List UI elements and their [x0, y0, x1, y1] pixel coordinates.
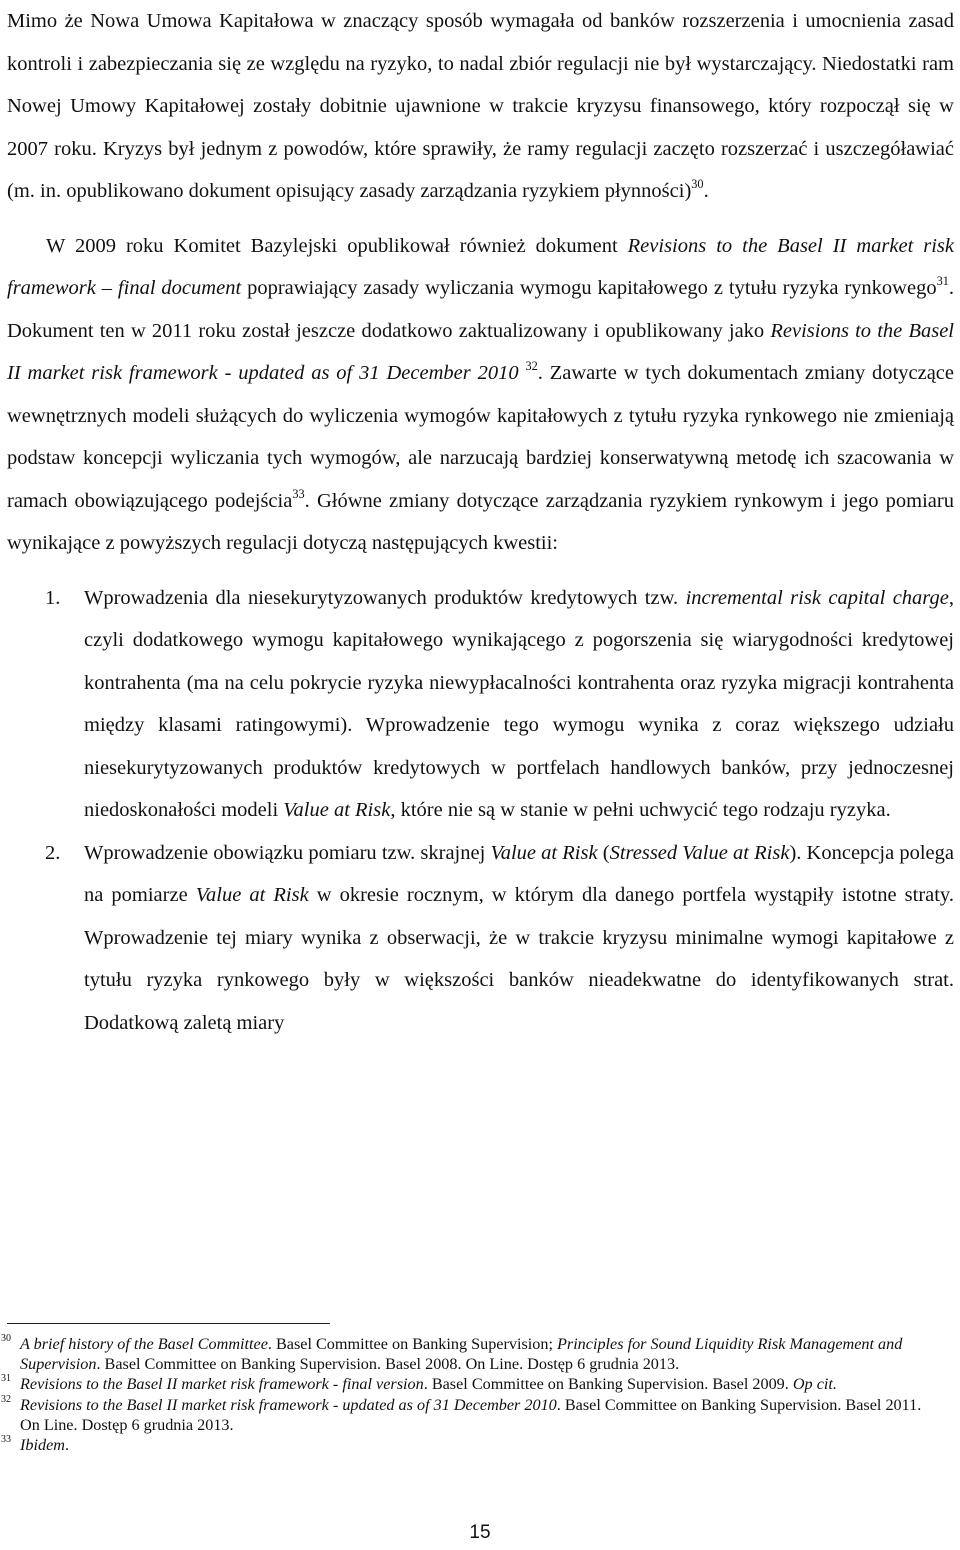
- footnote-text: [20, 1335, 902, 1373]
- footnote-mark: 33: [1, 1434, 11, 1446]
- italic-text: Stressed Value at Risk: [609, 841, 790, 864]
- list-item-text: [84, 842, 954, 1034]
- italic-text: Ibidem: [20, 1436, 65, 1455]
- text-run: , czyli dodatkowego wymogu kapitałowego wynikającego z pogorszenia się wiarygodności kredytowej kontrahenta (ma na celu pokrycie ryzyka niewypłacalności kontrahenta oraz ryzyka migracji kontrahenta między klasami ratingowymi). Wprowadzenie tego wymogu wynika z coraz większego udziału niesekurytyzowanych produktów kredytowych w portfelach handlowych banków, przy jednoczesnej niedoskonałości modeli: [84, 586, 954, 821]
- italic-text: Value at Risk: [490, 841, 598, 864]
- italic-text: Revisions to the Basel II market risk framework – final document: [7, 234, 954, 299]
- list-item: [7, 577, 954, 832]
- text-run: . Główne zmiany dotyczące zarządzania ryzykiem rynkowym i jego pomiaru wynikające z powyższych regulacji dotyczą następujących kwestii:: [7, 489, 954, 554]
- paragraph-2: [7, 225, 954, 565]
- list-item-number: 1.: [45, 586, 61, 609]
- italic-text: Op cit.: [792, 1375, 837, 1394]
- footnote-text: [20, 1436, 69, 1454]
- text-run: . Zawarte w tych dokumentach zmiany dotyczące wewnętrznych modeli służących do wyliczenia wymogów kapitałowych z tytułu ryzyka rynkowego nie zmieniają podstaw koncepcji wyliczania tych wymogów, ale narzucają bardziej konserwatywną metodę ich szacowania w ramach obowiązującego podejścia: [7, 362, 954, 512]
- footnote-reference: 30: [691, 176, 704, 191]
- footnote-text: [20, 1375, 837, 1393]
- footnote-text: [20, 1396, 921, 1434]
- list-item-text: [84, 587, 954, 822]
- footnote: [1, 1333, 942, 1374]
- footnote-reference: 33: [292, 486, 305, 501]
- text-run: . Basel Committee on Banking Supervision. Basel 2011. On Line. Dostęp 6 grudnia 2013.: [20, 1395, 922, 1434]
- italic-text: Value at Risk: [283, 799, 391, 821]
- italic-text: Revisions to the Basel II market risk framework - final version: [20, 1375, 424, 1394]
- text-run: (: [597, 841, 610, 864]
- italic-text: incremental risk capital charge: [685, 586, 949, 609]
- text-run: .: [64, 1436, 69, 1455]
- footnote: [1, 1373, 942, 1394]
- text-run: . Basel Committee on Banking Supervision. Basel 2008. On Line. Dostęp 6 grudnia 2013.: [96, 1355, 680, 1374]
- text-run: . Dokument ten w 2011 roku został jeszcze dodatkowo zaktualizowany i opublikowany jako: [7, 277, 954, 342]
- footnote-reference: 31: [936, 273, 949, 288]
- footnote-divider: [7, 1323, 330, 1324]
- text-run: Wprowadzenia dla niesekurytyzowanych produktów kredytowych tzw.: [84, 586, 686, 609]
- text-run: w okresie rocznym, w którym dla danego portfela wystąpiły istotne straty. Wprowadzenie tej miary wynika z obserwacji, że w trakcie kryzysu minimalne wymogi kapitałowe z tytułu ryzyka rynkowego były w większości banków nieadekwatne do identyfikowanych strat. Dodatkową zaletą miary: [84, 884, 954, 1034]
- text-run: poprawiający zasady wyliczania wymogu kapitałowego z tytułu ryzyka rynkowego: [241, 277, 937, 299]
- text-run: Mimo że Nowa Umowa Kapitałowa w znaczący sposób wymagała od banków rozszerzenia i umocnienia zasad kontroli i zabezpieczania się ze względu na ryzyko, to nadal zbiór regulacji nie był wystarczający. Niedostatki ram Nowej Umowy Kapitałowej zostały dobitnie ujawnione w trakcie kryzysu finansowego, który rozpoczął się w 2007 roku. Kryzys był jednym z powodów, które sprawiły, że ramy regulacji zaczęto rozszerzać i uszczegóławiać (m. in. opublikowano dokument opisujący zasady zarządzania ryzykiem płynności): [7, 10, 954, 202]
- list-item: [7, 832, 954, 1045]
- text-run: ). Koncepcja polega na pomiarze: [84, 841, 955, 906]
- italic-text: Revisions to the Basel II market risk framework - updated as of 31 December 2010: [7, 319, 954, 384]
- text-run: . Basel Committee on Banking Supervision. Basel 2009.: [423, 1375, 793, 1394]
- numbered-list: [7, 577, 954, 1045]
- italic-text: Principles for Sound Liquidity Risk Management and Supervision: [20, 1335, 903, 1374]
- footnote-mark: 32: [1, 1393, 11, 1405]
- text-run: , które nie są w stanie w pełni uchwycić tego rodzaju ryzyka.: [390, 799, 891, 821]
- text-run: . Basel Committee on Banking Supervision;: [267, 1335, 557, 1353]
- paragraph-1: [7, 0, 954, 213]
- footnote: [1, 1434, 942, 1455]
- main-text: [7, 0, 954, 1044]
- page-number: 15: [469, 1522, 491, 1543]
- text-run: .: [703, 180, 709, 202]
- italic-text: Revisions to the Basel II market risk framework - updated as of 31 December 2010: [20, 1395, 557, 1414]
- text-run: W 2009 roku Komitet Bazylejski opublikował również dokument: [46, 234, 628, 257]
- list-item-number: 2.: [45, 841, 61, 864]
- footnote-mark: 30: [1, 1333, 11, 1344]
- footnotes: [1, 1333, 942, 1455]
- italic-text: Value at Risk: [195, 884, 309, 906]
- footnote-mark: 31: [1, 1373, 11, 1385]
- italic-text: A brief history of the Basel Committee: [20, 1335, 268, 1353]
- text-run: Wprowadzenie obowiązku pomiaru tzw. skrajnej: [84, 841, 491, 864]
- footnote: [1, 1393, 942, 1435]
- footnote-reference: 32: [525, 358, 538, 373]
